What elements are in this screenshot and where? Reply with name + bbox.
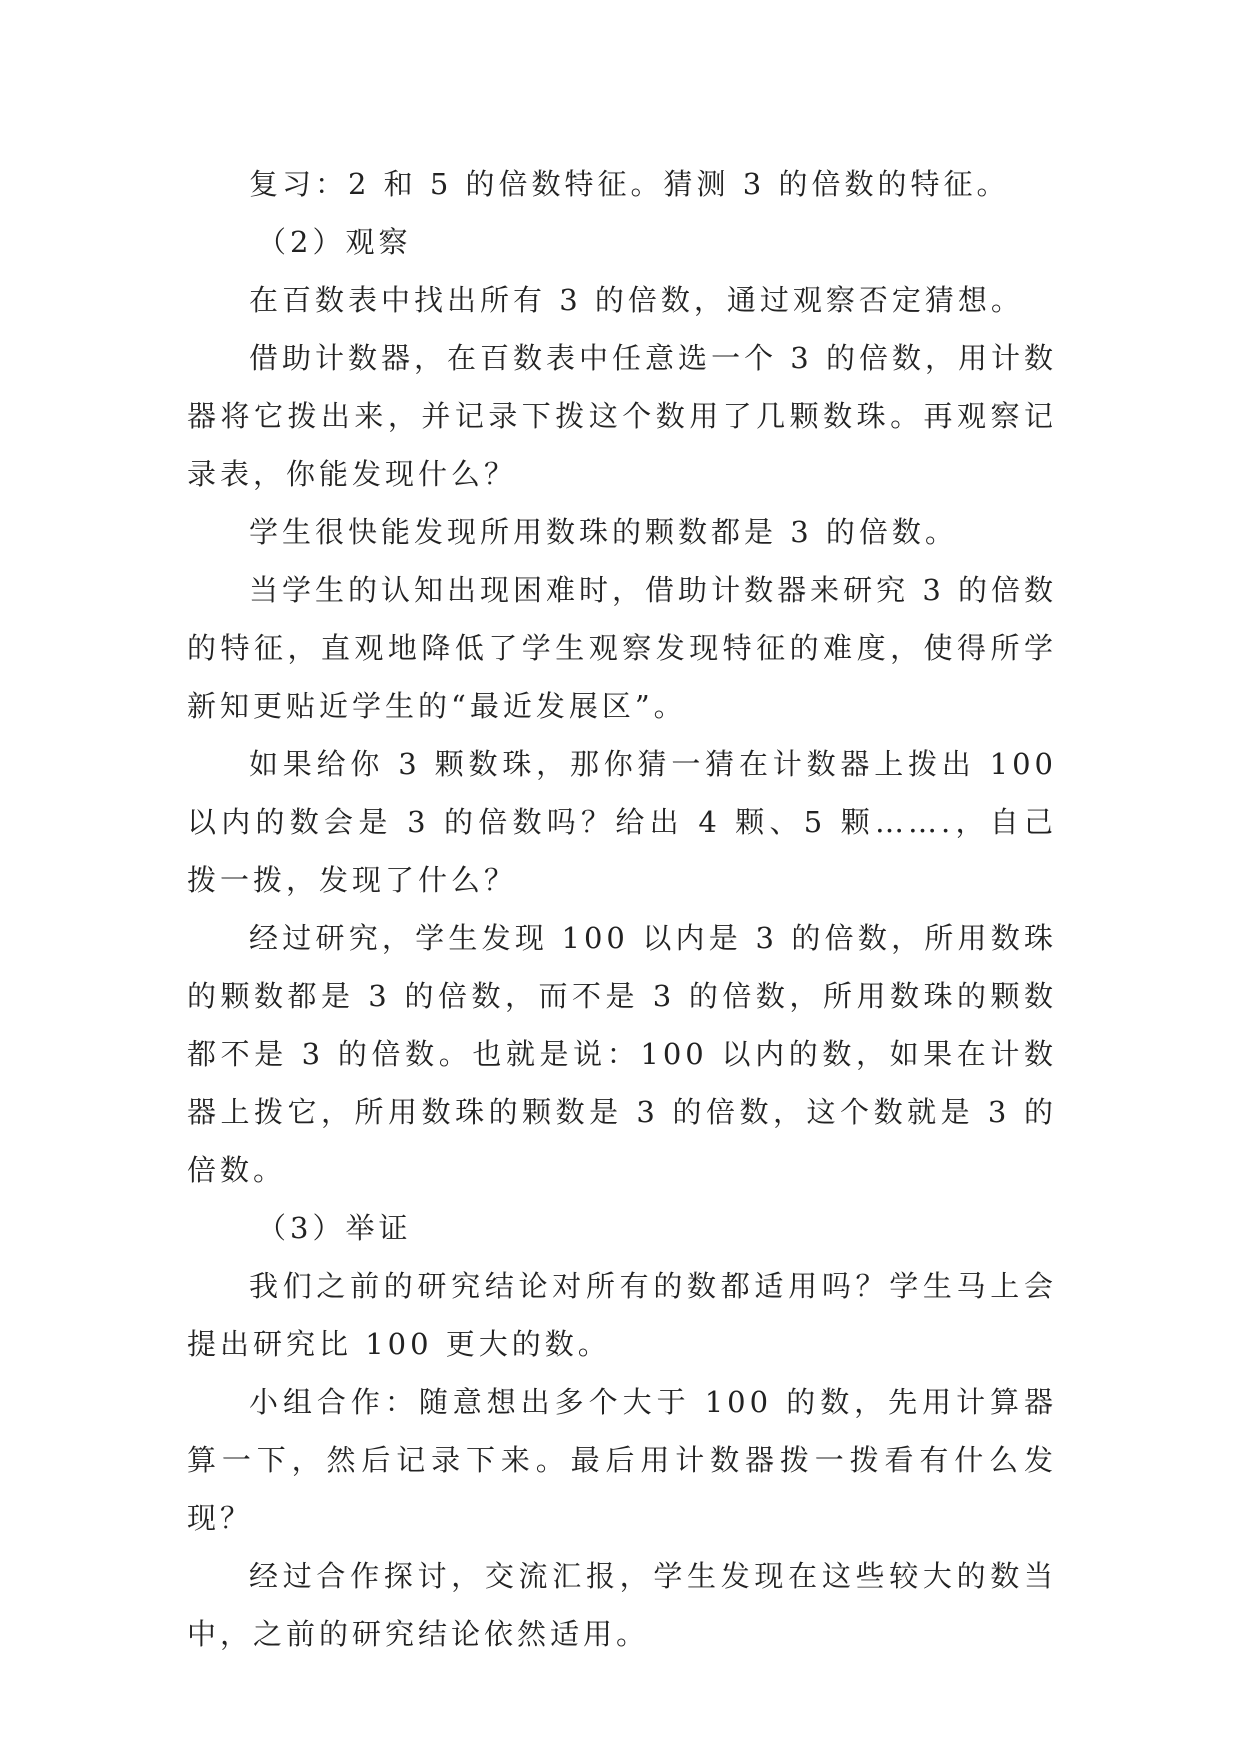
paragraph-group-work: 小组合作：随意想出多个大于 100 的数，先用计算器算一下，然后记录下来。最后用计数器拨一拨看有什么发现？	[187, 1385, 1057, 1535]
paragraph-student-finding: 学生很快能发现所用数珠的颗数都是 3 的倍数。	[249, 515, 958, 549]
paragraph-conclusion: 经过合作探讨，交流汇报，学生发现在这些较大的数当中，之前的研究结论依然适用。	[187, 1559, 1057, 1651]
paragraph-research-result: 经过研究，学生发现 100 以内是 3 的倍数，所用数珠的颗数都是 3 的倍数，而不是 3 的倍数，所用数珠的颗数都不是 3 的倍数。也就是说：100 以内的数，如果在计数器上拨它，所用数珠的颗数是 3 的倍数，这个数就是 3 的倍数。	[187, 921, 1057, 1187]
section-heading-proof: （3）举证	[257, 1211, 412, 1245]
paragraph-three-beads: 如果给你 3 颗数珠，那你猜一猜在计数器上拨出 100 以内的数会是 3 的倍数吗？给出 4 颗、5 颗…….，自己拨一拨，发现了什么？	[187, 747, 1057, 897]
paragraph-review: 复习：2 和 5 的倍数特征。猜测 3 的倍数的特征。	[249, 167, 1010, 201]
paragraph-abacus-task: 借助计数器，在百数表中任意选一个 3 的倍数，用计数器将它拨出来，并记录下拨这个数用了几颗数珠。再观察记录表，你能发现什么？	[187, 341, 1057, 491]
paragraph-larger-numbers: 我们之前的研究结论对所有的数都适用吗？学生马上会提出研究比 100 更大的数。	[187, 1269, 1057, 1361]
paragraph-hundred-chart: 在百数表中找出所有 3 的倍数，通过观察否定猜想。	[249, 283, 1024, 317]
document-body	[187, 155, 1057, 1663]
paragraph-cognitive-difficulty: 当学生的认知出现困难时，借助计数器来研究 3 的倍数的特征，直观地降低了学生观察发现特征的难度，使得所学新知更贴近学生的“最近发展区”。	[187, 573, 1057, 723]
section-heading-observe: （2）观察	[257, 225, 412, 259]
